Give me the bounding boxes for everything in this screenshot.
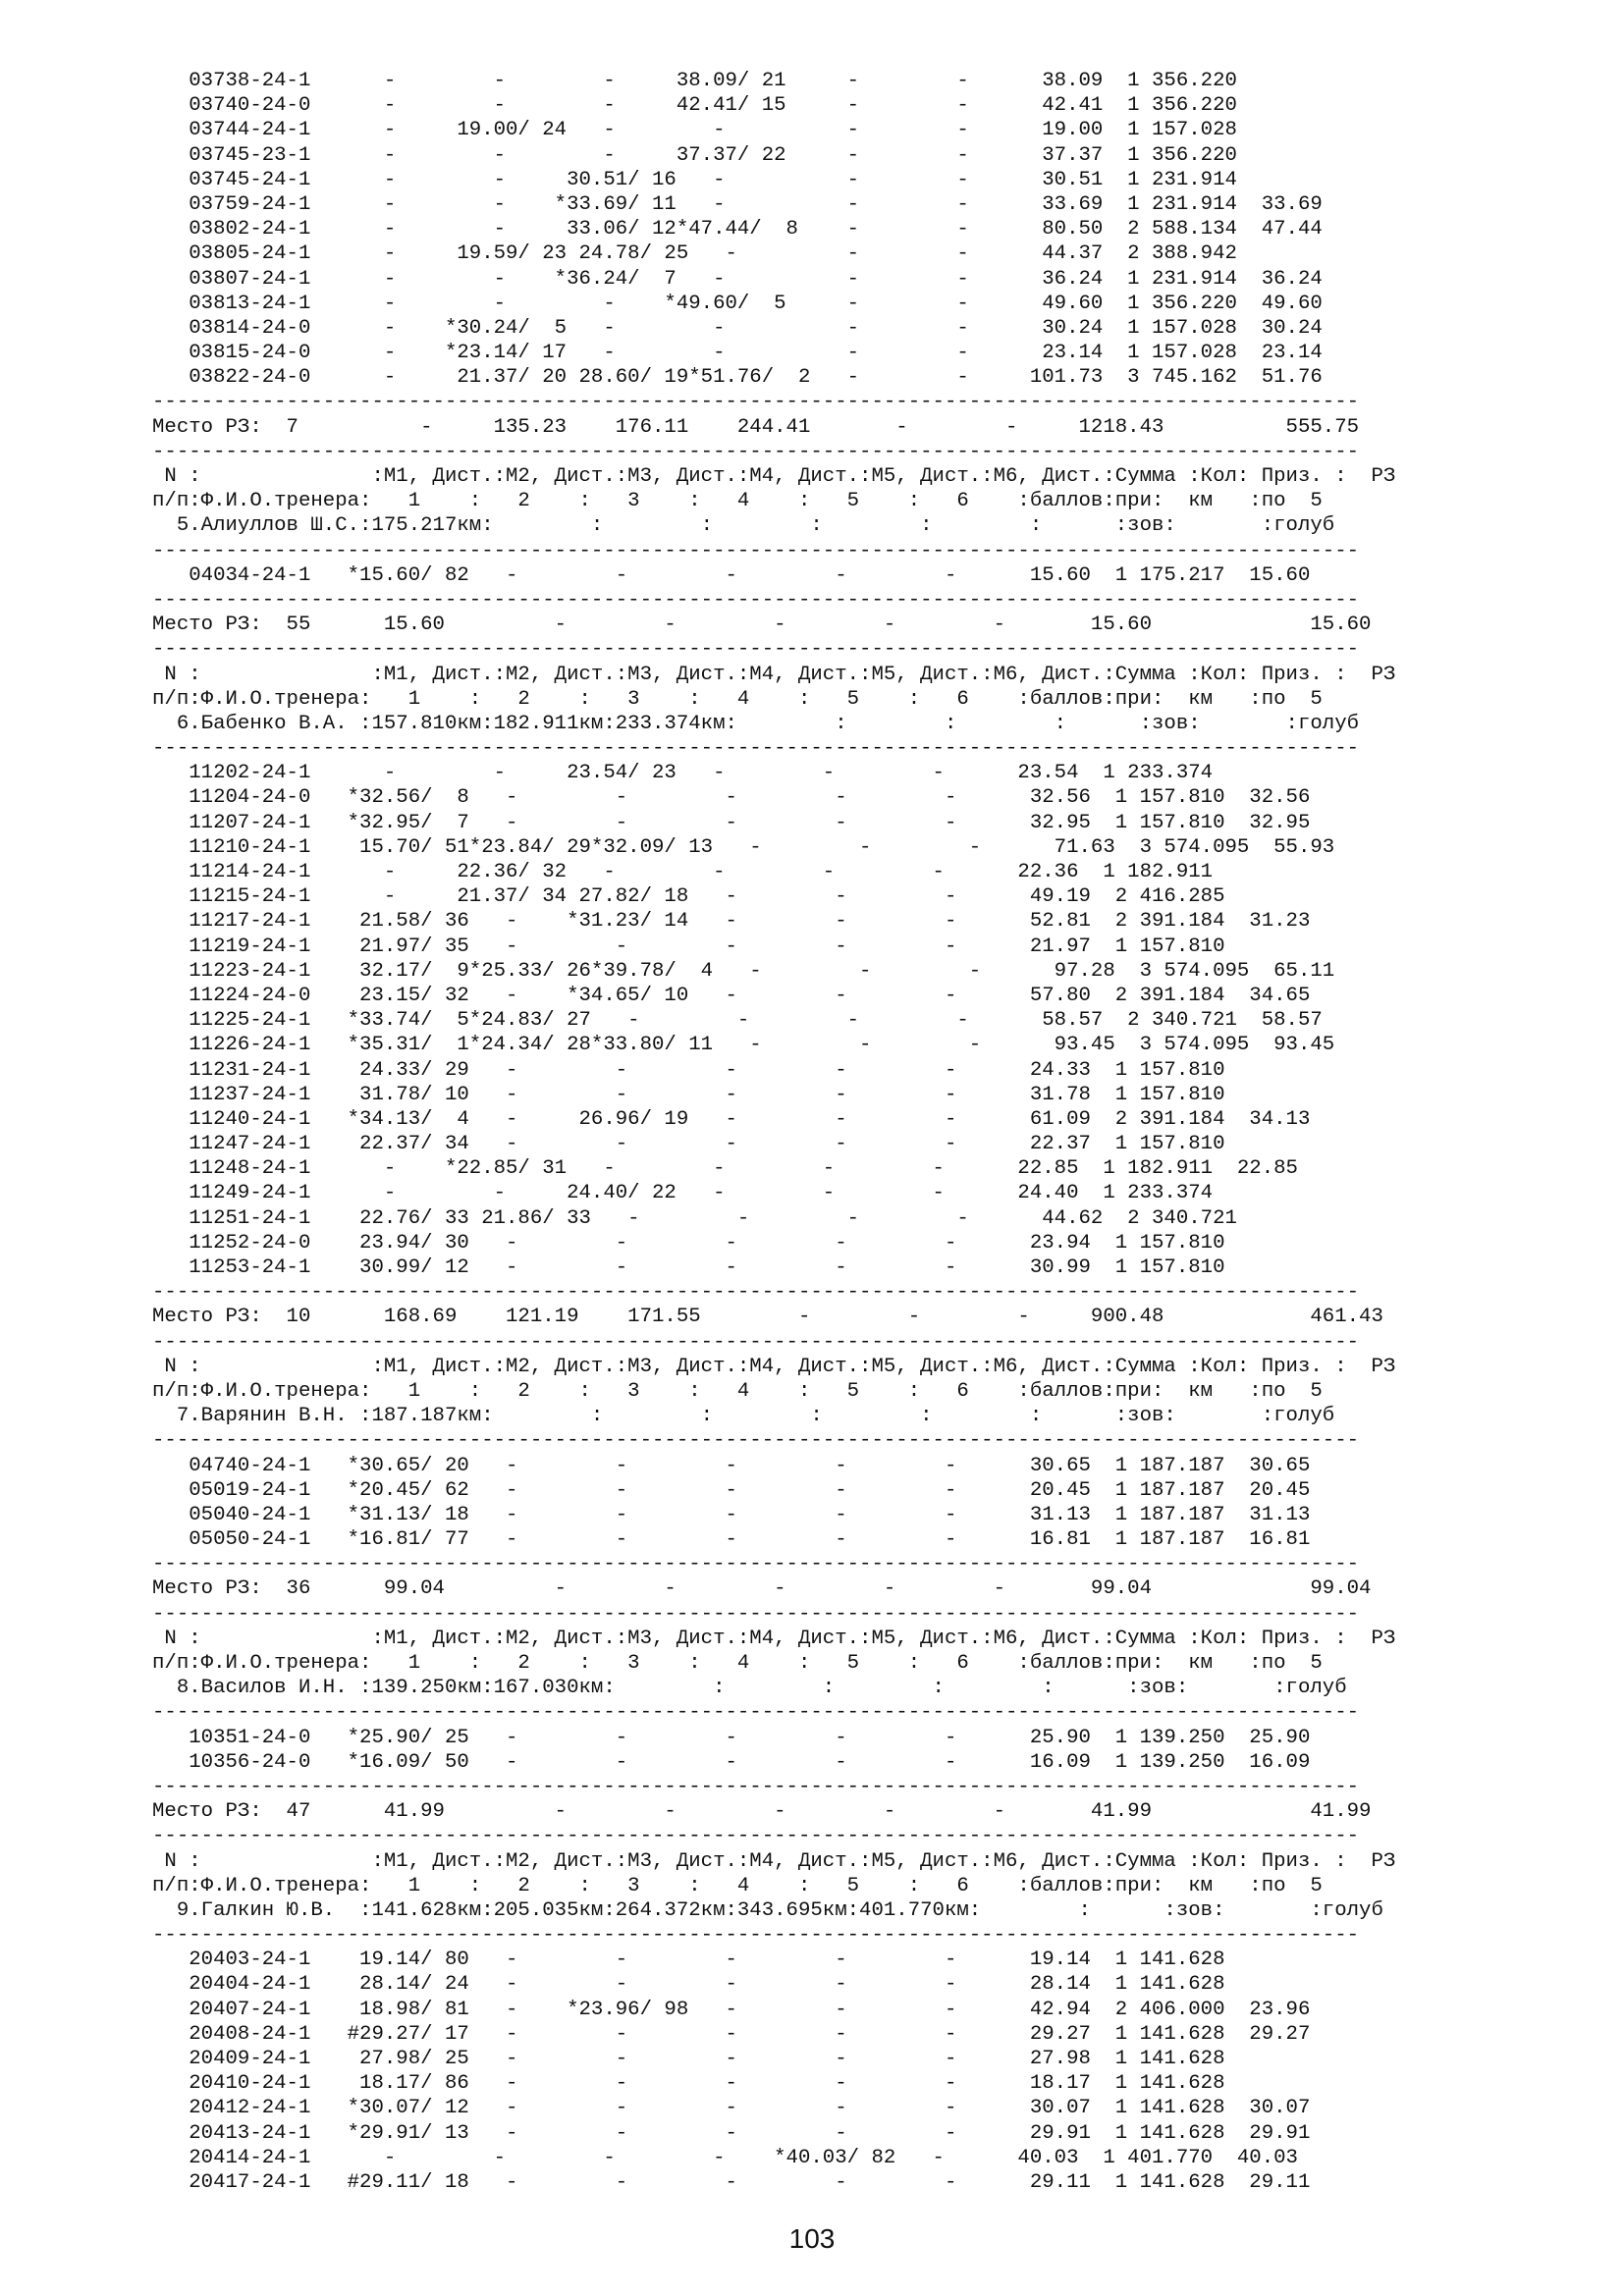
result-row: 11224-24-0 23.15/ 32 - *34.65/ 10 - - - 57.80 2 391.184 34.65 — [152, 984, 1311, 1007]
separator-line: --------------------------------------------------------------------------------------------------- — [152, 1602, 1360, 1626]
table-header-row: N : :М1, Дист.:М2, Дист.:М3, Дист.:М4, Дист.:М5, Дист.:М6, Дист.:Сумма :Кол: Приз. : РЗ — [152, 663, 1396, 686]
result-row: 11251-24-1 22.76/ 33 21.86/ 33 - - - - 44.62 2 340.721 — [152, 1206, 1237, 1230]
separator-line: --------------------------------------------------------------------------------------------------- — [152, 638, 1360, 662]
result-row: 03745-24-1 - - 30.51/ 16 - - - 30.51 1 231.914 — [152, 168, 1237, 191]
result-row: 04034-24-1 *15.60/ 82 - - - - - 15.60 1 175.217 15.60 — [152, 563, 1311, 587]
result-row: 11252-24-0 23.94/ 30 - - - - - 23.94 1 157.810 — [152, 1231, 1225, 1255]
result-row: 03745-23-1 - - - 37.37/ 22 - - 37.37 1 356.220 — [152, 143, 1237, 167]
result-row: 11247-24-1 22.37/ 34 - - - - - 22.37 1 157.810 — [152, 1133, 1225, 1156]
separator-line: --------------------------------------------------------------------------------------------------- — [152, 1924, 1360, 1948]
result-row: 05040-24-1 *31.13/ 18 - - - - - 31.13 1 187.187 31.13 — [152, 1503, 1311, 1526]
result-row: 03822-24-0 - 21.37/ 20 28.60/ 19*51.76/ 2 - - 101.73 3 745.162 51.76 — [152, 366, 1323, 390]
result-row: 11223-24-1 32.17/ 9*25.33/ 26*39.78/ 4 - - - 97.28 3 574.095 65.11 — [152, 959, 1335, 983]
result-row: 20408-24-1 #29.27/ 17 - - - - - 29.27 1 141.628 29.27 — [152, 2022, 1311, 2046]
result-row: 11207-24-1 *32.95/ 7 - - - - - 32.95 1 157.810 32.95 — [152, 811, 1311, 834]
result-row: 03814-24-0 - *30.24/ 5 - - - - 30.24 1 157.028 30.24 — [152, 316, 1323, 340]
trainer-header-row: 5.Алиуллов Ш.С.:175.217км: : : : : : :зов: :голуб — [152, 514, 1335, 538]
result-row: 03805-24-1 - 19.59/ 23 24.78/ 25 - - - 44.37 2 388.942 — [152, 242, 1237, 266]
result-row: 11204-24-0 *32.56/ 8 - - - - - 32.56 1 157.810 32.56 — [152, 786, 1311, 810]
separator-line: --------------------------------------------------------------------------------------------------- — [152, 1825, 1360, 1848]
separator-line: --------------------------------------------------------------------------------------------------- — [152, 1553, 1360, 1576]
separator-line: --------------------------------------------------------------------------------------------------- — [152, 737, 1360, 761]
page-number: 103 — [788, 2223, 836, 2254]
separator-line: --------------------------------------------------------------------------------------------------- — [152, 440, 1360, 463]
separator-line: --------------------------------------------------------------------------------------------------- — [152, 1281, 1360, 1305]
result-row: 20404-24-1 28.14/ 24 - - - - - 28.14 1 141.628 — [152, 1973, 1225, 1997]
result-row: 10351-24-0 *25.90/ 25 - - - - - 25.90 1 139.250 25.90 — [152, 1726, 1311, 1749]
result-row: 10356-24-0 *16.09/ 50 - - - - - 16.09 1 139.250 16.09 — [152, 1750, 1311, 1774]
separator-line: --------------------------------------------------------------------------------------------------- — [152, 391, 1360, 414]
table-header-row: п/п:Ф.И.О.тренера: 1 : 2 : 3 : 4 : 5 : 6 :баллов:при: км :по 5 — [152, 1874, 1323, 1897]
result-row: 11225-24-1 *33.74/ 5*24.83/ 27 - - - - 58.57 2 340.721 58.57 — [152, 1009, 1323, 1033]
table-header-row: п/п:Ф.И.О.тренера: 1 : 2 : 3 : 4 : 5 : 6 :баллов:при: км :по 5 — [152, 1652, 1323, 1675]
result-row: 03744-24-1 - 19.00/ 24 - - - - 19.00 1 157.028 — [152, 119, 1237, 142]
result-row: 20414-24-1 - - - - *40.03/ 82 - 40.03 1 401.770 40.03 — [152, 2146, 1298, 2169]
result-row: 11231-24-1 24.33/ 29 - - - - - 24.33 1 157.810 — [152, 1058, 1225, 1082]
result-row: 11219-24-1 21.97/ 35 - - - - - 21.97 1 157.810 — [152, 934, 1225, 958]
table-header-row: N : :М1, Дист.:М2, Дист.:М3, Дист.:М4, Дист.:М5, Дист.:М6, Дист.:Сумма :Кол: Приз. : РЗ — [152, 1627, 1396, 1650]
separator-line: --------------------------------------------------------------------------------------------------- — [152, 1701, 1360, 1725]
separator-line: --------------------------------------------------------------------------------------------------- — [152, 1330, 1360, 1354]
result-row: 20403-24-1 19.14/ 80 - - - - - 19.14 1 141.628 — [152, 1949, 1225, 1972]
table-header-row: п/п:Ф.И.О.тренера: 1 : 2 : 3 : 4 : 5 : 6 :баллов:при: км :по 5 — [152, 687, 1323, 711]
result-row: 11253-24-1 30.99/ 12 - - - - - 30.99 1 157.810 — [152, 1256, 1225, 1279]
table-header-row: N : :М1, Дист.:М2, Дист.:М3, Дист.:М4, Дист.:М5, Дист.:М6, Дист.:Сумма :Кол: Приз. : РЗ — [152, 1355, 1396, 1378]
result-row: 20413-24-1 *29.91/ 13 - - - - - 29.91 1 141.628 29.91 — [152, 2121, 1311, 2145]
separator-line: --------------------------------------------------------------------------------------------------- — [152, 1429, 1360, 1453]
trainer-header-row: 7.Варянин В.Н. :187.187км: : : : : : :зов: :голуб — [152, 1405, 1335, 1428]
result-row: 03815-24-0 - *23.14/ 17 - - - - 23.14 1 157.028 23.14 — [152, 342, 1323, 365]
trainer-header-row: 6.Бабенко В.А. :157.810км:182.911км:233.374км: : : : :зов: :голуб — [152, 712, 1360, 735]
result-row: 03738-24-1 - - - 38.09/ 21 - - 38.09 1 356.220 — [152, 70, 1237, 92]
result-row: 03807-24-1 - - *36.24/ 7 - - - 36.24 1 231.914 36.24 — [152, 267, 1323, 291]
team-summary-row: Место РЗ: 10 168.69 121.19 171.55 - - - 900.48 461.43 — [152, 1306, 1383, 1329]
result-row: 11202-24-1 - - 23.54/ 23 - - - 23.54 1 233.374 — [152, 762, 1214, 785]
table-header-row: N : :М1, Дист.:М2, Дист.:М3, Дист.:М4, Дист.:М5, Дист.:М6, Дист.:Сумма :Кол: Приз. : РЗ — [152, 465, 1396, 488]
result-row: 03740-24-0 - - - 42.41/ 15 - - 42.41 1 356.220 — [152, 94, 1237, 118]
table-header-row: п/п:Ф.И.О.тренера: 1 : 2 : 3 : 4 : 5 : 6 :баллов:при: км :по 5 — [152, 1379, 1323, 1403]
separator-line: --------------------------------------------------------------------------------------------------- — [152, 539, 1360, 562]
result-row: 11214-24-1 - 22.36/ 32 - - - - 22.36 1 182.911 — [152, 861, 1214, 883]
results-listing — [152, 69, 1395, 2195]
team-summary-row: Место РЗ: 55 15.60 - - - - - 15.60 15.60 — [152, 614, 1372, 637]
result-row: 11249-24-1 - - 24.40/ 22 - - - 24.40 1 233.374 — [152, 1182, 1214, 1205]
result-row: 11240-24-1 *34.13/ 4 - 26.96/ 19 - - - 61.09 2 391.184 34.13 — [152, 1107, 1311, 1131]
result-row: 11210-24-1 15.70/ 51*23.84/ 29*32.09/ 13 - - - 71.63 3 574.095 55.93 — [152, 835, 1335, 859]
result-row: 11237-24-1 31.78/ 10 - - - - - 31.78 1 157.810 — [152, 1083, 1225, 1106]
result-row: 20409-24-1 27.98/ 25 - - - - - 27.98 1 141.628 — [152, 2048, 1225, 2070]
result-row: 20412-24-1 *30.07/ 12 - - - - - 30.07 1 141.628 30.07 — [152, 2097, 1311, 2120]
result-row: 20407-24-1 18.98/ 81 - *23.96/ 98 - - - 42.94 2 406.000 23.96 — [152, 1998, 1311, 2021]
separator-line: --------------------------------------------------------------------------------------------------- — [152, 1775, 1360, 1798]
result-row: 11217-24-1 21.58/ 36 - *31.23/ 14 - - - 52.81 2 391.184 31.23 — [152, 910, 1311, 934]
result-row: 03759-24-1 - - *33.69/ 11 - - - 33.69 1 231.914 33.69 — [152, 192, 1323, 216]
result-row: 03802-24-1 - - 33.06/ 12*47.44/ 8 - - 80.50 2 588.134 47.44 — [152, 218, 1323, 241]
table-header-row: N : :М1, Дист.:М2, Дист.:М3, Дист.:М4, Дист.:М5, Дист.:М6, Дист.:Сумма :Кол: Приз. : РЗ — [152, 1849, 1396, 1873]
result-row: 11248-24-1 - *22.85/ 31 - - - - 22.85 1 182.911 22.85 — [152, 1157, 1298, 1181]
team-summary-row: Место РЗ: 7 - 135.23 176.11 244.41 - - 1218.43 555.75 — [152, 415, 1360, 439]
result-row: 03813-24-1 - - - *49.60/ 5 - - 49.60 1 356.220 49.60 — [152, 292, 1323, 315]
team-summary-row: Место РЗ: 47 41.99 - - - - - 41.99 41.99 — [152, 1800, 1372, 1824]
result-row: 20417-24-1 #29.11/ 18 - - - - - 29.11 1 141.628 29.11 — [152, 2170, 1311, 2194]
result-row: 05050-24-1 *16.81/ 77 - - - - - 16.81 1 187.187 16.81 — [152, 1528, 1311, 1552]
trainer-header-row: 9.Галкин Ю.В. :141.628км:205.035км:264.372км:343.695км:401.770км: : :зов: :голуб — [152, 1898, 1383, 1922]
result-row: 11215-24-1 - 21.37/ 34 27.82/ 18 - - - 49.19 2 416.285 — [152, 885, 1225, 909]
table-header-row: п/п:Ф.И.О.тренера: 1 : 2 : 3 : 4 : 5 : 6 :баллов:при: км :по 5 — [152, 490, 1323, 513]
result-row: 20410-24-1 18.17/ 86 - - - - - 18.17 1 141.628 — [152, 2072, 1225, 2096]
result-row: 05019-24-1 *20.45/ 62 - - - - - 20.45 1 187.187 20.45 — [152, 1478, 1311, 1502]
separator-line: --------------------------------------------------------------------------------------------------- — [152, 588, 1360, 612]
result-row: 04740-24-1 *30.65/ 20 - - - - - 30.65 1 187.187 30.65 — [152, 1454, 1311, 1477]
result-row: 11226-24-1 *35.31/ 1*24.34/ 28*33.80/ 11 - - - 93.45 3 574.095 93.45 — [152, 1034, 1335, 1057]
team-summary-row: Место РЗ: 36 99.04 - - - - - 99.04 99.04 — [152, 1577, 1372, 1601]
trainer-header-row: 8.Василов И.Н. :139.250км:167.030км: : : : : :зов: :голуб — [152, 1677, 1347, 1700]
